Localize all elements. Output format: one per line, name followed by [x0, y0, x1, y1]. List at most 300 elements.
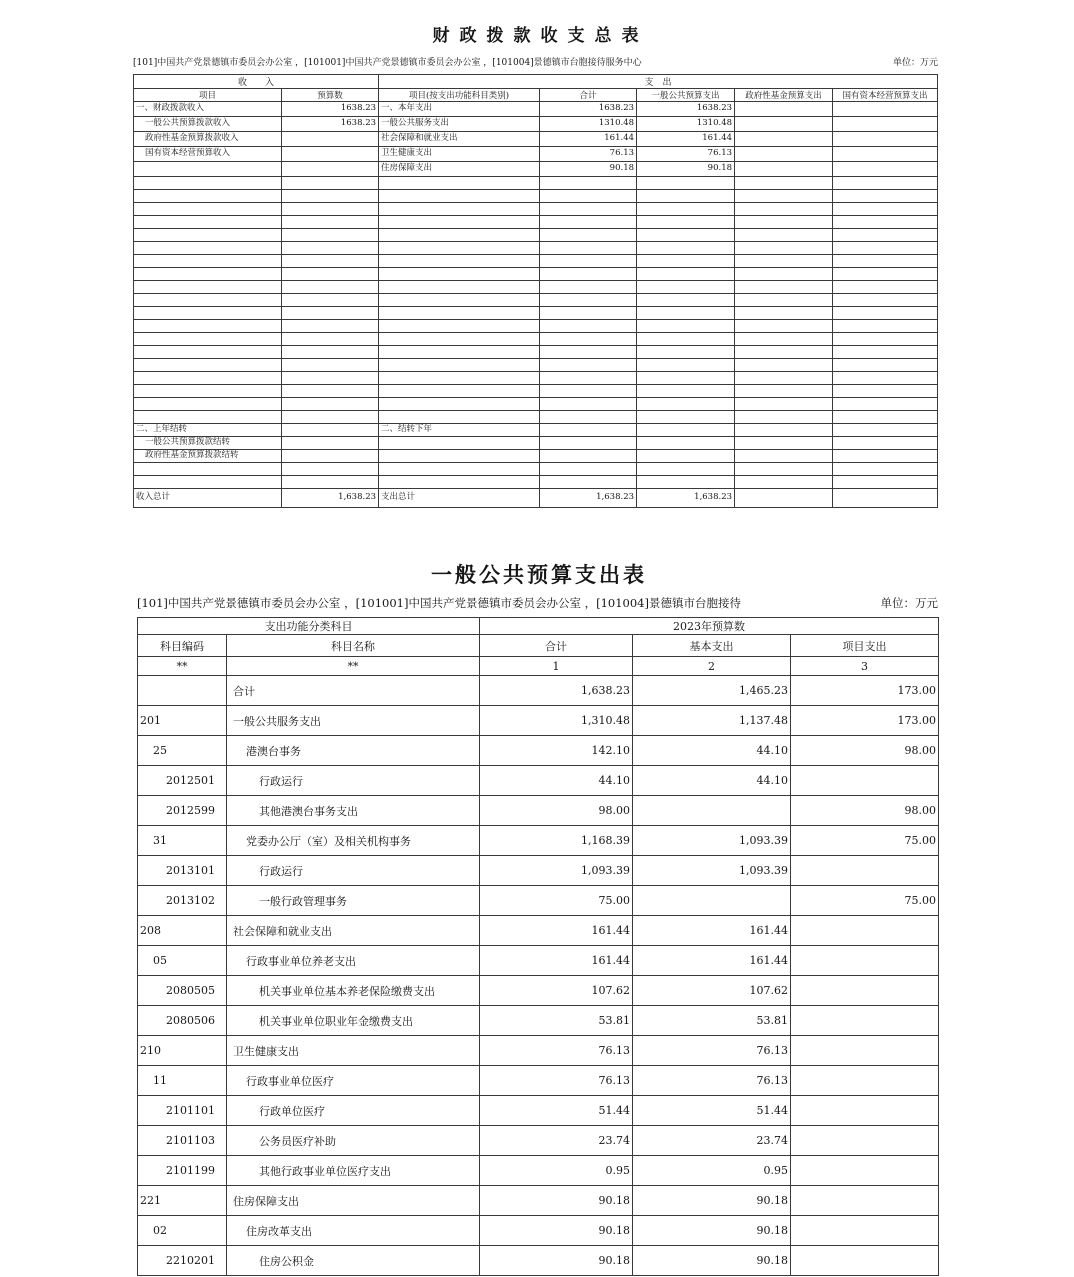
cell: 173.00 [791, 706, 939, 736]
cell [735, 424, 833, 437]
table-row [134, 385, 938, 398]
cell [735, 398, 833, 411]
cell [791, 916, 939, 946]
cell [540, 359, 637, 372]
cell: 210 [138, 1036, 227, 1066]
cell [540, 333, 637, 346]
table-row [134, 307, 938, 320]
table-row [138, 1066, 939, 1096]
cell: 住房保障支出 [227, 1186, 480, 1216]
cell [833, 333, 938, 346]
cell: 1310.48 [637, 117, 735, 132]
table-row [134, 398, 938, 411]
cell: 社会保障和就业支出 [379, 132, 540, 147]
table-row [138, 1246, 939, 1276]
cell [134, 203, 282, 216]
cell: 51.44 [480, 1096, 633, 1126]
cell: 53.81 [633, 1006, 791, 1036]
col-budget-amount: 预算数 [282, 89, 379, 102]
cell: 31 [138, 826, 227, 856]
table-row [134, 489, 938, 508]
cell [791, 1186, 939, 1216]
cell [791, 976, 939, 1006]
cell [637, 463, 735, 476]
cell [282, 476, 379, 489]
table-row [134, 281, 938, 294]
cell: 2013102 [138, 886, 227, 916]
cell [637, 450, 735, 463]
cell [833, 385, 938, 398]
cell: 1,638.23 [637, 489, 735, 508]
cell: 76.13 [480, 1066, 633, 1096]
cell: 201 [138, 706, 227, 736]
cell [282, 411, 379, 424]
cell [379, 242, 540, 255]
table-row [138, 976, 939, 1006]
cell: 1,168.39 [480, 826, 633, 856]
cell [540, 463, 637, 476]
cell [379, 203, 540, 216]
table-row [134, 162, 938, 177]
cell: 1,638.23 [480, 676, 633, 706]
summary-subtitle-row [133, 55, 938, 68]
cell: 90.18 [633, 1186, 791, 1216]
cell [735, 102, 833, 117]
cell [637, 203, 735, 216]
cell [282, 294, 379, 307]
cell [282, 333, 379, 346]
cell [134, 281, 282, 294]
cell [282, 281, 379, 294]
table-row [138, 886, 939, 916]
cell: 2101199 [138, 1156, 227, 1186]
cell [637, 398, 735, 411]
cell [735, 411, 833, 424]
cell: 1,638.23 [540, 489, 637, 508]
cell [833, 411, 938, 424]
cell [540, 268, 637, 281]
cell: 一、财政拨款收入 [134, 102, 282, 117]
cell: 1,465.23 [633, 676, 791, 706]
cell [282, 162, 379, 177]
cell [735, 476, 833, 489]
cell [540, 307, 637, 320]
col-basic-expense: 基本支出 [633, 635, 791, 657]
cell [833, 476, 938, 489]
cell [540, 203, 637, 216]
cell [134, 216, 282, 229]
table-row [134, 229, 938, 242]
cell [833, 268, 938, 281]
budget-unit-label: 单位：万元 [880, 596, 938, 610]
cell: 161.44 [637, 132, 735, 147]
cell [735, 346, 833, 359]
cell: 一般公共服务支出 [379, 117, 540, 132]
cell [633, 796, 791, 826]
cell [134, 476, 282, 489]
cell [637, 346, 735, 359]
cell: 1310.48 [540, 117, 637, 132]
col-subtotal: 合计 [480, 635, 633, 657]
cell [134, 294, 282, 307]
table-row [138, 946, 939, 976]
table-row [134, 476, 938, 489]
cell [735, 242, 833, 255]
cell: 住房公积金 [227, 1246, 480, 1276]
cell [833, 147, 938, 162]
table-row [134, 294, 938, 307]
cell [791, 1096, 939, 1126]
cell [833, 229, 938, 242]
cell: 行政运行 [227, 856, 480, 886]
cell: 住房改革支出 [227, 1216, 480, 1246]
cell: 76.13 [540, 147, 637, 162]
cell [833, 117, 938, 132]
cell [735, 132, 833, 147]
table-row [138, 1036, 939, 1066]
cell [134, 463, 282, 476]
cell [379, 294, 540, 307]
cell: 51.44 [633, 1096, 791, 1126]
cell [735, 489, 833, 508]
table-row [138, 916, 939, 946]
cell [540, 476, 637, 489]
cell: 161.44 [633, 916, 791, 946]
budget-org-list: [101]中国共产党景德镇市委员会办公室 ，[101001]中国共产党景德镇市委员会办公室 ，[101004]景德镇市台胞接待 [137, 596, 741, 610]
cell [134, 242, 282, 255]
cell [833, 450, 938, 463]
cell [791, 766, 939, 796]
cell: 90.18 [480, 1216, 633, 1246]
cell: 一般公共预算拨款结转 [134, 437, 282, 450]
table-row [134, 102, 938, 117]
table-row [138, 766, 939, 796]
cell [637, 242, 735, 255]
cell [540, 190, 637, 203]
cell: 98.00 [480, 796, 633, 826]
table-row [134, 333, 938, 346]
cell: 90.18 [480, 1186, 633, 1216]
cell [379, 333, 540, 346]
cell [379, 216, 540, 229]
table-row [138, 796, 939, 826]
cell: 90.18 [633, 1246, 791, 1276]
cell [833, 463, 938, 476]
cell: 合计 [227, 676, 480, 706]
income-group-header: 收 入 [134, 75, 379, 89]
col-subject-name: 科目名称 [227, 635, 480, 657]
cell: 90.18 [540, 162, 637, 177]
cell: 107.62 [480, 976, 633, 1006]
cell: 05 [138, 946, 227, 976]
table-row [138, 676, 939, 706]
cell [735, 190, 833, 203]
table-row [138, 1006, 939, 1036]
cell: 支出总计 [379, 489, 540, 508]
cell: 173.00 [791, 676, 939, 706]
cell [540, 242, 637, 255]
cell: 2101103 [138, 1126, 227, 1156]
cell [637, 437, 735, 450]
cell [791, 1036, 939, 1066]
cell [833, 346, 938, 359]
cell [833, 398, 938, 411]
cell [735, 320, 833, 333]
cell [282, 307, 379, 320]
cell [735, 385, 833, 398]
cell [833, 102, 938, 117]
cell [138, 676, 227, 706]
cell [735, 162, 833, 177]
cell [282, 372, 379, 385]
cell: 1,093.39 [480, 856, 633, 886]
cell [282, 255, 379, 268]
cell: 107.62 [633, 976, 791, 1006]
cell [735, 307, 833, 320]
cell [282, 320, 379, 333]
cell [134, 229, 282, 242]
cell: 2101101 [138, 1096, 227, 1126]
cell: 76.13 [633, 1066, 791, 1096]
cell [282, 132, 379, 147]
budget-group-header-row [138, 618, 939, 635]
table-row [138, 1096, 939, 1126]
cell: 75.00 [480, 886, 633, 916]
cell [540, 255, 637, 268]
cell [833, 162, 938, 177]
cell: 11 [138, 1066, 227, 1096]
cell [637, 216, 735, 229]
table-row [138, 1126, 939, 1156]
table-row [138, 1186, 939, 1216]
cell: 161.44 [480, 916, 633, 946]
cell: 0.95 [633, 1156, 791, 1186]
cell: 23.74 [633, 1126, 791, 1156]
summary-column-header-row [134, 89, 938, 102]
cell [833, 437, 938, 450]
cell [637, 294, 735, 307]
cell: 公务员医疗补助 [227, 1126, 480, 1156]
function-class-group-header: 支出功能分类科目 [138, 618, 480, 635]
col-state-capital-budget: 国有资本经营预算支出 [833, 89, 938, 102]
cell: 44.10 [633, 736, 791, 766]
cell [282, 385, 379, 398]
table-row [138, 826, 939, 856]
cell [540, 281, 637, 294]
cell [282, 437, 379, 450]
cell [791, 1246, 939, 1276]
cell [791, 856, 939, 886]
cell [282, 242, 379, 255]
cell: 收入总计 [134, 489, 282, 508]
cell [379, 398, 540, 411]
cell [791, 1216, 939, 1246]
cell [735, 229, 833, 242]
cell: 76.13 [480, 1036, 633, 1066]
cell [134, 346, 282, 359]
table-row [138, 736, 939, 766]
budget-subtitle-row [137, 595, 938, 611]
cell [540, 398, 637, 411]
cell: 一般行政管理事务 [227, 886, 480, 916]
table-row [134, 147, 938, 162]
cell: 1,093.39 [633, 856, 791, 886]
cell [833, 489, 938, 508]
cell [282, 190, 379, 203]
cell [791, 1126, 939, 1156]
cell [282, 203, 379, 216]
cell: 0.95 [480, 1156, 633, 1186]
cell [379, 385, 540, 398]
cell [282, 147, 379, 162]
cell [379, 437, 540, 450]
cell [379, 229, 540, 242]
summary-section [133, 27, 938, 508]
table-row [134, 424, 938, 437]
table-row [134, 203, 938, 216]
table-row [134, 177, 938, 190]
cell: 其他行政事业单位医疗支出 [227, 1156, 480, 1186]
cell [282, 268, 379, 281]
cell [134, 268, 282, 281]
cell: 161.44 [540, 132, 637, 147]
cell [282, 177, 379, 190]
cell: 90.18 [637, 162, 735, 177]
cell [134, 385, 282, 398]
cell [379, 177, 540, 190]
cell: 161.44 [480, 946, 633, 976]
cell [379, 307, 540, 320]
cell: 2013101 [138, 856, 227, 886]
cell: 1638.23 [282, 117, 379, 132]
cell: 行政单位医疗 [227, 1096, 480, 1126]
table-row [134, 190, 938, 203]
table-row [134, 216, 938, 229]
cell [379, 255, 540, 268]
cell [540, 216, 637, 229]
table-row [138, 706, 939, 736]
cell [833, 372, 938, 385]
cell [637, 320, 735, 333]
table-row [134, 463, 938, 476]
cell [540, 229, 637, 242]
cell [637, 476, 735, 489]
cell: 二、上年结转 [134, 424, 282, 437]
cell: 2080505 [138, 976, 227, 1006]
cell: 208 [138, 916, 227, 946]
cell: 53.81 [480, 1006, 633, 1036]
cell [633, 886, 791, 916]
cell [540, 320, 637, 333]
cell [134, 177, 282, 190]
col-gov-fund-budget: 政府性基金预算支出 [735, 89, 833, 102]
cell [134, 398, 282, 411]
table-row [134, 450, 938, 463]
cell [833, 190, 938, 203]
cell: 一般公共预算拨款收入 [134, 117, 282, 132]
cell [134, 359, 282, 372]
summary-unit-label: 单位：万元 [892, 58, 938, 68]
table-row [134, 437, 938, 450]
cell [791, 946, 939, 976]
cell: 1,638.23 [282, 489, 379, 508]
cell: 76.13 [633, 1036, 791, 1066]
cell [379, 281, 540, 294]
cell: 142.10 [480, 736, 633, 766]
cell [379, 372, 540, 385]
cell [540, 411, 637, 424]
cell: 政府性基金预算拨款结转 [134, 450, 282, 463]
cell [791, 1006, 939, 1036]
cell [637, 307, 735, 320]
cell [379, 320, 540, 333]
table-row [138, 1156, 939, 1186]
summary-group-header-row [134, 75, 938, 89]
cell: 1638.23 [540, 102, 637, 117]
cell: 44.10 [633, 766, 791, 796]
cell [379, 359, 540, 372]
cell [833, 242, 938, 255]
summary-table [133, 74, 938, 508]
cell [540, 177, 637, 190]
cell: 卫生健康支出 [379, 147, 540, 162]
cell: 政府性基金预算拨款收入 [134, 132, 282, 147]
cell: 75.00 [791, 826, 939, 856]
cell: 1,310.48 [480, 706, 633, 736]
table-row [138, 856, 939, 886]
cell: 二、结转下年 [379, 424, 540, 437]
cell: 国有资本经营预算收入 [134, 147, 282, 162]
cell [134, 190, 282, 203]
cell: 2080506 [138, 1006, 227, 1036]
cell: 港澳台事务 [227, 736, 480, 766]
col-subject-code: 科目编码 [138, 635, 227, 657]
cell [833, 203, 938, 216]
cell [540, 424, 637, 437]
cell [833, 307, 938, 320]
colnum-2: 2 [633, 657, 791, 676]
cell [833, 424, 938, 437]
cell [637, 385, 735, 398]
expense-group-header: 支 出 [379, 75, 938, 89]
cell [637, 177, 735, 190]
cell [540, 346, 637, 359]
cell: 一般公共服务支出 [227, 706, 480, 736]
cell: 2012501 [138, 766, 227, 796]
col-general-public-budget: 一般公共预算支出 [637, 89, 735, 102]
cell [735, 216, 833, 229]
cell [735, 450, 833, 463]
cell [379, 411, 540, 424]
cell [134, 411, 282, 424]
cell [379, 346, 540, 359]
cell [637, 411, 735, 424]
budget-table-title: 一般公共预算支出表 [431, 562, 647, 587]
colnum-3: 3 [791, 657, 939, 676]
cell: 行政运行 [227, 766, 480, 796]
table-row [134, 320, 938, 333]
table-row [138, 1216, 939, 1246]
cell: 221 [138, 1186, 227, 1216]
cell: 1,093.39 [633, 826, 791, 856]
cell: 75.00 [791, 886, 939, 916]
cell [637, 359, 735, 372]
cell [833, 294, 938, 307]
cell [282, 450, 379, 463]
cell: 社会保障和就业支出 [227, 916, 480, 946]
cell [540, 385, 637, 398]
table-row [134, 359, 938, 372]
